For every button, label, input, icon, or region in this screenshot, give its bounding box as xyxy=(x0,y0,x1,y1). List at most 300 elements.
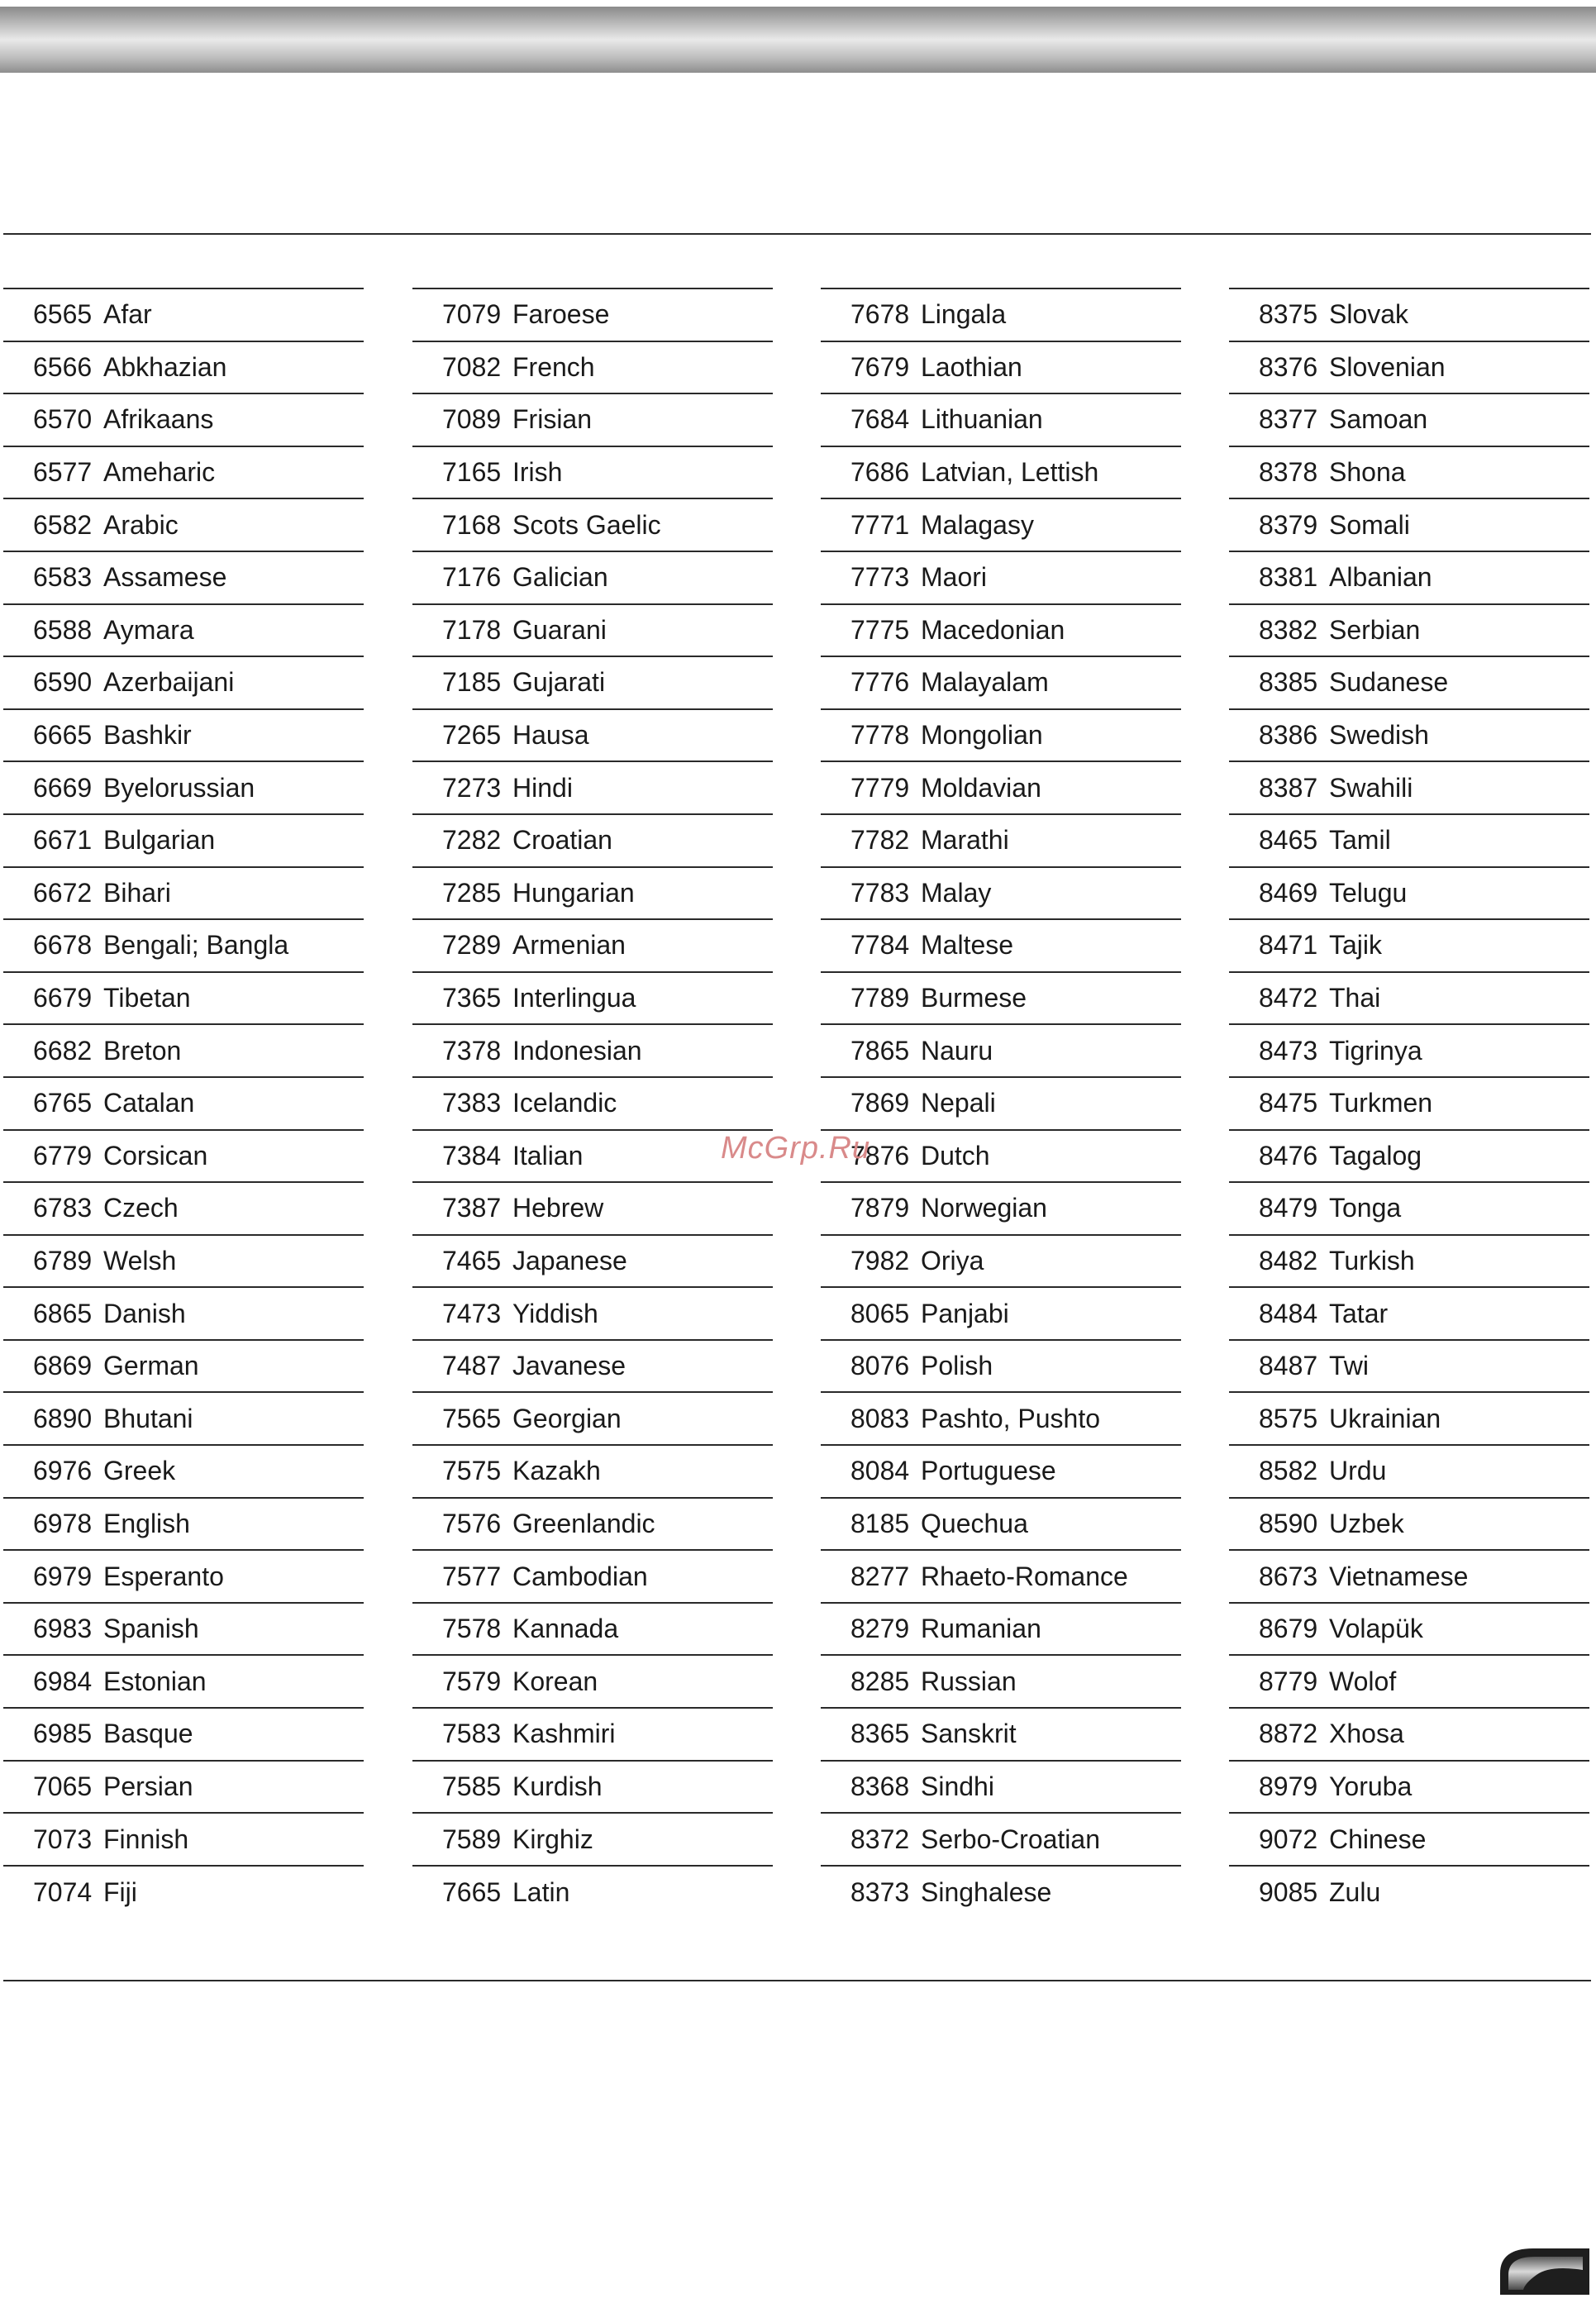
language-row xyxy=(412,1183,773,1236)
language-name: Twi xyxy=(1329,1351,1369,1381)
language-code: 6890 xyxy=(33,1403,93,1433)
language-name: Kazakh xyxy=(512,1456,601,1486)
language-name: Oriya xyxy=(921,1245,984,1275)
language-code: 8465 xyxy=(1259,825,1318,856)
language-name: Gujarati xyxy=(512,667,606,698)
language-row xyxy=(1229,762,1589,815)
language-name: Greek xyxy=(103,1456,176,1486)
language-row xyxy=(3,552,364,605)
language-code: 8368 xyxy=(850,1771,910,1801)
language-code: 8679 xyxy=(1259,1614,1318,1644)
language-name: Hindi xyxy=(512,772,573,803)
language-row xyxy=(3,1236,364,1289)
language-row xyxy=(821,973,1181,1026)
language-row xyxy=(3,1078,364,1131)
language-code: 7577 xyxy=(442,1561,502,1591)
language-code: 9085 xyxy=(1259,1877,1318,1908)
language-row xyxy=(821,552,1181,605)
language-code: 8673 xyxy=(1259,1561,1318,1591)
language-name: Swedish xyxy=(1329,720,1429,751)
language-name: Faroese xyxy=(512,299,610,330)
language-name: Guarani xyxy=(512,614,607,645)
language-row xyxy=(1229,499,1589,552)
language-name: Slovak xyxy=(1329,299,1409,330)
language-name: Indonesian xyxy=(512,1035,642,1066)
language-code: 7982 xyxy=(850,1245,910,1275)
language-name: Ukrainian xyxy=(1329,1403,1441,1433)
language-code: 6976 xyxy=(33,1456,93,1486)
language-code: 7783 xyxy=(850,877,910,908)
language-code: 8471 xyxy=(1259,930,1318,961)
language-name: Cambodian xyxy=(512,1561,648,1591)
language-row xyxy=(3,499,364,552)
language-code: 7178 xyxy=(442,614,502,645)
language-row xyxy=(821,920,1181,973)
language-name: Zulu xyxy=(1329,1877,1381,1908)
language-code: 7265 xyxy=(442,720,502,751)
language-name: Czech xyxy=(103,1193,179,1223)
language-row xyxy=(3,973,364,1026)
language-code: 8385 xyxy=(1259,667,1318,698)
language-row xyxy=(821,1551,1181,1604)
language-code: 7365 xyxy=(442,983,502,1013)
language-name: Kannada xyxy=(512,1614,619,1644)
language-name: Aymara xyxy=(103,614,194,645)
language-code: 7079 xyxy=(442,299,502,330)
language-name: Hungarian xyxy=(512,877,635,908)
language-row xyxy=(3,710,364,763)
language-code: 6869 xyxy=(33,1351,93,1381)
language-name: Nauru xyxy=(921,1035,993,1066)
language-row xyxy=(412,1656,773,1709)
language-name: Moldavian xyxy=(921,772,1041,803)
language-code: 8476 xyxy=(1259,1140,1318,1171)
language-code: 8377 xyxy=(1259,404,1318,435)
language-name: Javanese xyxy=(512,1351,626,1381)
language-row xyxy=(821,394,1181,447)
language-name: Spanish xyxy=(103,1614,199,1644)
language-row xyxy=(1229,1604,1589,1657)
language-name: Icelandic xyxy=(512,1088,617,1118)
language-name: Marathi xyxy=(921,825,1009,856)
language-row xyxy=(1229,1025,1589,1078)
language-name: Yoruba xyxy=(1329,1771,1413,1801)
language-name: Lithuanian xyxy=(921,404,1043,435)
language-row xyxy=(412,499,773,552)
language-code: 7778 xyxy=(850,720,910,751)
language-row xyxy=(1229,1131,1589,1184)
language-name: Tagalog xyxy=(1329,1140,1422,1171)
language-name: Mongolian xyxy=(921,720,1043,751)
language-code: 7773 xyxy=(850,562,910,593)
language-code: 7487 xyxy=(442,1351,502,1381)
language-name: English xyxy=(103,1508,190,1538)
language-row xyxy=(412,920,773,973)
language-row xyxy=(412,815,773,868)
page-corner-tab-icon xyxy=(1500,2247,1589,2295)
language-name: Welsh xyxy=(103,1245,177,1275)
language-name: Tatar xyxy=(1329,1298,1389,1328)
language-row xyxy=(3,605,364,658)
language-name: Maori xyxy=(921,562,988,593)
language-row xyxy=(1229,1656,1589,1709)
language-code: 8373 xyxy=(850,1877,910,1908)
language-row xyxy=(1229,447,1589,500)
language-code: 6669 xyxy=(33,772,93,803)
language-code: 7575 xyxy=(442,1456,502,1486)
language-row xyxy=(821,1025,1181,1078)
language-name: Laothian xyxy=(921,351,1022,382)
language-name: Lingala xyxy=(921,299,1007,330)
language-name: Armenian xyxy=(512,930,626,961)
language-name: Bulgarian xyxy=(103,825,216,856)
language-code: 7869 xyxy=(850,1088,910,1118)
language-name: Yiddish xyxy=(512,1298,598,1328)
language-row xyxy=(412,1236,773,1289)
language-name: Tamil xyxy=(1329,825,1391,856)
language-row xyxy=(1229,1709,1589,1762)
language-code: 7168 xyxy=(442,509,502,540)
language-name: Irish xyxy=(512,457,563,488)
language-code: 6577 xyxy=(33,457,93,488)
language-row xyxy=(3,1867,364,1919)
language-row xyxy=(1229,1446,1589,1499)
language-code: 7589 xyxy=(442,1824,502,1854)
language-code: 8379 xyxy=(1259,509,1318,540)
language-row xyxy=(3,1025,364,1078)
language-code: 6983 xyxy=(33,1614,93,1644)
language-code: 6789 xyxy=(33,1245,93,1275)
language-name: Bihari xyxy=(103,877,171,908)
language-name: Bashkir xyxy=(103,720,192,751)
language-code: 7565 xyxy=(442,1403,502,1433)
language-name: Volapük xyxy=(1329,1614,1423,1644)
language-code: 7384 xyxy=(442,1140,502,1171)
language-code: 6583 xyxy=(33,562,93,593)
language-row xyxy=(3,1551,364,1604)
language-name: Italian xyxy=(512,1140,584,1171)
language-code: 7165 xyxy=(442,457,502,488)
language-row xyxy=(412,605,773,658)
language-row xyxy=(821,1762,1181,1814)
language-code: 8779 xyxy=(1259,1666,1318,1696)
language-name: Japanese xyxy=(512,1245,627,1275)
language-code: 8479 xyxy=(1259,1193,1318,1223)
language-code: 6671 xyxy=(33,825,93,856)
language-code: 7576 xyxy=(442,1508,502,1538)
language-name: Kashmiri xyxy=(512,1719,616,1749)
language-row xyxy=(1229,1341,1589,1394)
language-row xyxy=(3,1709,364,1762)
language-row xyxy=(412,289,773,342)
language-row xyxy=(3,762,364,815)
language-name: Galician xyxy=(512,562,608,593)
language-code: 8285 xyxy=(850,1666,910,1696)
language-row xyxy=(1229,605,1589,658)
language-row xyxy=(821,868,1181,921)
language-code: 7383 xyxy=(442,1088,502,1118)
language-name: Urdu xyxy=(1329,1456,1387,1486)
language-name: Kurdish xyxy=(512,1771,603,1801)
language-code: 7779 xyxy=(850,772,910,803)
language-name: Frisian xyxy=(512,404,593,435)
language-code: 6985 xyxy=(33,1719,93,1749)
language-code: 8279 xyxy=(850,1614,910,1644)
language-row xyxy=(412,342,773,395)
language-row xyxy=(821,1709,1181,1762)
language-name: Portuguese xyxy=(921,1456,1056,1486)
language-row xyxy=(3,815,364,868)
language-code: 7073 xyxy=(33,1824,93,1854)
language-code: 8083 xyxy=(850,1403,910,1433)
language-code: 7784 xyxy=(850,930,910,961)
language-name: Dutch xyxy=(921,1140,990,1171)
language-code: 8979 xyxy=(1259,1771,1318,1801)
language-row xyxy=(1229,342,1589,395)
language-row xyxy=(1229,868,1589,921)
language-code: 6682 xyxy=(33,1035,93,1066)
language-code: 6679 xyxy=(33,983,93,1013)
language-row xyxy=(1229,815,1589,868)
language-name: Wolof xyxy=(1329,1666,1397,1696)
language-code: 7074 xyxy=(33,1877,93,1908)
language-row xyxy=(821,1341,1181,1394)
language-row xyxy=(1229,1499,1589,1552)
language-row xyxy=(3,1341,364,1394)
language-row xyxy=(1229,1183,1589,1236)
language-row xyxy=(1229,1867,1589,1919)
language-row xyxy=(412,762,773,815)
language-name: Scots Gaelic xyxy=(512,509,661,540)
language-row xyxy=(821,1656,1181,1709)
language-row xyxy=(1229,1762,1589,1814)
language-row xyxy=(821,342,1181,395)
language-code: 7282 xyxy=(442,825,502,856)
language-code: 6582 xyxy=(33,509,93,540)
language-code: 7782 xyxy=(850,825,910,856)
language-name: Danish xyxy=(103,1298,186,1328)
language-code: 7289 xyxy=(442,930,502,961)
language-code: 7578 xyxy=(442,1614,502,1644)
language-name: Estonian xyxy=(103,1666,207,1696)
language-row xyxy=(412,973,773,1026)
language-code: 7176 xyxy=(442,562,502,593)
language-row xyxy=(3,1604,364,1657)
watermark-text: McGrp.Ru xyxy=(721,1131,871,1166)
language-name: Kirghiz xyxy=(512,1824,593,1854)
language-name: Sindhi xyxy=(921,1771,994,1801)
language-row xyxy=(821,1867,1181,1919)
language-row xyxy=(3,920,364,973)
language-code: 8473 xyxy=(1259,1035,1318,1066)
language-name: Sudanese xyxy=(1329,667,1449,698)
language-row xyxy=(412,1393,773,1446)
language-name: Finnish xyxy=(103,1824,189,1854)
language-name: Singhalese xyxy=(921,1877,1052,1908)
language-row xyxy=(412,1499,773,1552)
language-name: Thai xyxy=(1329,983,1381,1013)
language-code: 8475 xyxy=(1259,1088,1318,1118)
language-name: Burmese xyxy=(921,983,1027,1013)
language-code: 8469 xyxy=(1259,877,1318,908)
language-row xyxy=(821,499,1181,552)
language-code: 7387 xyxy=(442,1193,502,1223)
language-name: Turkish xyxy=(1329,1245,1415,1275)
bottom-rule xyxy=(3,1980,1591,1981)
language-row xyxy=(821,1393,1181,1446)
language-name: Polish xyxy=(921,1351,993,1381)
language-row xyxy=(412,1762,773,1814)
language-code: 7876 xyxy=(850,1140,910,1171)
language-row xyxy=(412,657,773,710)
language-row xyxy=(821,1604,1181,1657)
language-row xyxy=(1229,1393,1589,1446)
language-code: 6978 xyxy=(33,1508,93,1538)
language-row xyxy=(821,710,1181,763)
language-code: 8582 xyxy=(1259,1456,1318,1486)
language-name: Persian xyxy=(103,1771,193,1801)
language-row xyxy=(1229,973,1589,1026)
language-code: 6779 xyxy=(33,1140,93,1171)
language-code: 6984 xyxy=(33,1666,93,1696)
language-code: 8376 xyxy=(1259,351,1318,382)
language-code: 8387 xyxy=(1259,772,1318,803)
language-name: Corsican xyxy=(103,1140,208,1171)
language-code: 8365 xyxy=(850,1719,910,1749)
language-code: 7185 xyxy=(442,667,502,698)
language-row xyxy=(412,447,773,500)
language-code: 8076 xyxy=(850,1351,910,1381)
language-code: 7583 xyxy=(442,1719,502,1749)
language-name: Quechua xyxy=(921,1508,1028,1538)
language-row xyxy=(821,1236,1181,1289)
language-code: 8482 xyxy=(1259,1245,1318,1275)
language-row xyxy=(821,1499,1181,1552)
language-code: 8375 xyxy=(1259,299,1318,330)
language-code: 7585 xyxy=(442,1771,502,1801)
language-row xyxy=(412,1814,773,1867)
language-name: Ameharic xyxy=(103,457,216,488)
language-name: Xhosa xyxy=(1329,1719,1404,1749)
language-name: Swahili xyxy=(1329,772,1413,803)
language-row xyxy=(412,552,773,605)
language-row xyxy=(412,1551,773,1604)
language-name: Tigrinya xyxy=(1329,1035,1422,1066)
language-name: Shona xyxy=(1329,457,1406,488)
language-row xyxy=(3,1499,364,1552)
language-code: 7776 xyxy=(850,667,910,698)
language-row xyxy=(1229,289,1589,342)
language-name: Greenlandic xyxy=(512,1508,655,1538)
language-name: Telugu xyxy=(1329,877,1408,908)
language-code: 7579 xyxy=(442,1666,502,1696)
language-row xyxy=(821,762,1181,815)
language-name: Tibetan xyxy=(103,983,191,1013)
language-code: 8065 xyxy=(850,1298,910,1328)
language-row xyxy=(3,1288,364,1341)
language-name: Latin xyxy=(512,1877,570,1908)
language-row xyxy=(412,1867,773,1919)
language-name: Sanskrit xyxy=(921,1719,1017,1749)
language-code: 8872 xyxy=(1259,1719,1318,1749)
language-row xyxy=(3,447,364,500)
language-row xyxy=(821,1446,1181,1499)
language-name: Serbo-Croatian xyxy=(921,1824,1100,1854)
language-code: 8084 xyxy=(850,1456,910,1486)
language-code: 6865 xyxy=(33,1298,93,1328)
language-row xyxy=(412,1446,773,1499)
language-name: Serbian xyxy=(1329,614,1421,645)
language-column-4 xyxy=(1229,288,1589,1919)
language-row xyxy=(3,1656,364,1709)
language-name: Breton xyxy=(103,1035,182,1066)
language-code: 8386 xyxy=(1259,720,1318,751)
language-row xyxy=(3,342,364,395)
language-row xyxy=(3,1762,364,1814)
language-row xyxy=(1229,1078,1589,1131)
language-row xyxy=(3,289,364,342)
language-name: Somali xyxy=(1329,509,1410,540)
language-row xyxy=(412,1078,773,1131)
language-name: Arabic xyxy=(103,509,179,540)
language-code: 7473 xyxy=(442,1298,502,1328)
language-column-1 xyxy=(3,288,364,1919)
language-name: Bengali; Bangla xyxy=(103,930,289,961)
language-name: German xyxy=(103,1351,199,1381)
language-name: Malay xyxy=(921,877,992,908)
language-code: 8185 xyxy=(850,1508,910,1538)
language-row xyxy=(821,1078,1181,1131)
language-code: 9072 xyxy=(1259,1824,1318,1854)
language-name: Russian xyxy=(921,1666,1017,1696)
language-name: Chinese xyxy=(1329,1824,1427,1854)
language-code: 7789 xyxy=(850,983,910,1013)
language-row xyxy=(3,1393,364,1446)
language-code: 7065 xyxy=(33,1771,93,1801)
language-column-2 xyxy=(412,288,773,1919)
language-row xyxy=(1229,1236,1589,1289)
language-row xyxy=(821,1288,1181,1341)
language-name: Albanian xyxy=(1329,562,1432,593)
language-name: Macedonian xyxy=(921,614,1065,645)
language-code: 6565 xyxy=(33,299,93,330)
language-code: 7879 xyxy=(850,1193,910,1223)
language-row xyxy=(821,657,1181,710)
language-row xyxy=(1229,552,1589,605)
language-code: 8575 xyxy=(1259,1403,1318,1433)
language-row xyxy=(821,605,1181,658)
language-code: 6665 xyxy=(33,720,93,751)
language-name: Croatian xyxy=(512,825,612,856)
language-row xyxy=(3,1131,364,1184)
language-code: 6590 xyxy=(33,667,93,698)
language-code: 7684 xyxy=(850,404,910,435)
language-name: Maltese xyxy=(921,930,1014,961)
language-name: Assamese xyxy=(103,562,227,593)
language-row xyxy=(1229,394,1589,447)
language-name: Korean xyxy=(512,1666,598,1696)
language-name: Interlingua xyxy=(512,983,636,1013)
language-row xyxy=(3,1814,364,1867)
language-code: 7273 xyxy=(442,772,502,803)
language-row xyxy=(821,1183,1181,1236)
language-code: 8372 xyxy=(850,1824,910,1854)
language-code: 7775 xyxy=(850,614,910,645)
language-name: Basque xyxy=(103,1719,193,1749)
language-code: 8484 xyxy=(1259,1298,1318,1328)
language-name: Slovenian xyxy=(1329,351,1446,382)
language-name: Abkhazian xyxy=(103,351,227,382)
